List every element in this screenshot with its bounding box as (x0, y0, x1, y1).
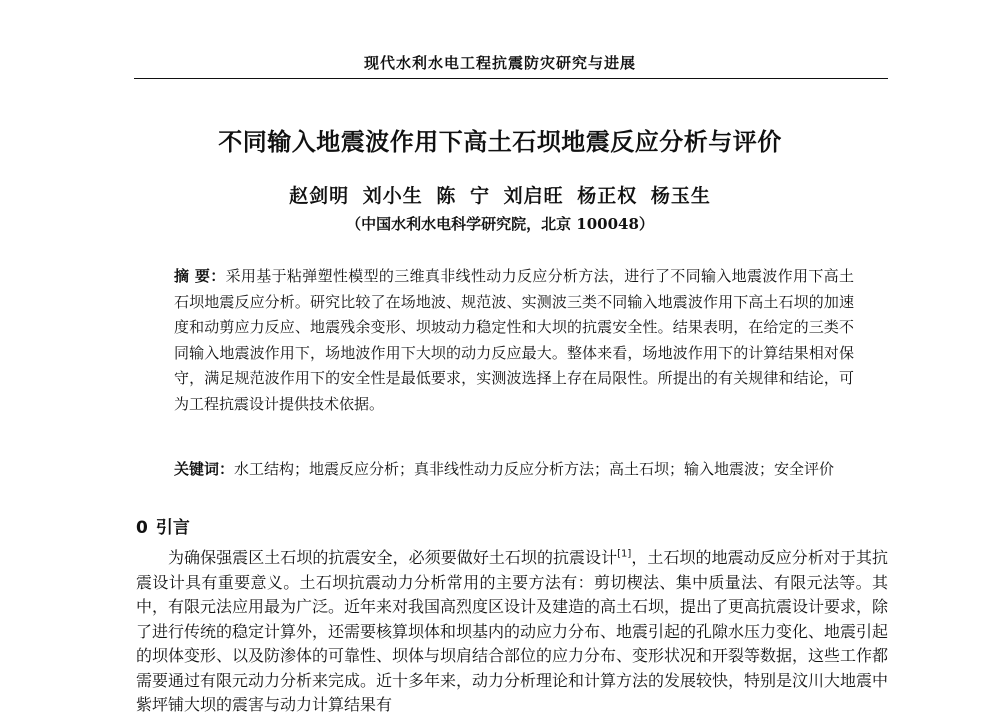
body-text-2: ，土石坝的地震动反应分析对于其抗震设计具有重要意义。土石坝抗震动力分析常用的主要方法有：剪切楔法、集中质量法、有限元法等。其中，有限元法应用最为广泛。近年来对我国高烈度区设计及建造的高土石坝，提出了更高抗震设计要求，除了进行传统的稳定计算外，还需要核算坝体和坝基内的动应力分布、地震引起的孔隙水压力变化、地震引起的坝体变形、以及防渗体的可靠性、坝体与坝肩结合部位的应力分布、变形状况和开裂等数据，这些工作都需要通过有限元动力分析来完成。近十多年来，动力分析理论和计算方法的发展较快，特别是汶川大地震中紫坪铺大坝的震害与动力计算结果有 (136, 548, 889, 714)
author-list: 赵剑明 刘小生 陈 宁 刘启旺 杨正权 杨玉生 (289, 185, 711, 207)
section-number: 0 (136, 518, 148, 538)
running-head: 现代水利水电工程抗震防灾研究与进展 (363, 54, 636, 72)
abstract (174, 264, 854, 417)
section-heading (136, 513, 198, 538)
body-text-1: 为确保强震区土石坝的抗震安全，必须要做好土石坝的抗震设计 (168, 548, 618, 567)
abstract-text: 采用基于粘弹塑性模型的三维真非线性动力反应分析方法，进行了不同输入地震波作用下高土石坝地震反应分析。研究比较了在场地波、规范波、实测波三类不同输入地震波作用下高土石坝的加速度和动剪应力反应、地震残余变形、坝坡动力稳定性和大坝的抗震安全性。结果表明，在给定的三类不同输入地震波作用下，场地波作用下大坝的动力反应最大。整体来看，场地波作用下的计算结果相对保守，满足规范波作用下的安全性是最低要求，实测波选择上存在局限性。所提出的有关规律和结论，可为工程抗震设计提供技术依据。 (174, 267, 854, 413)
abstract-label: 摘 要： (174, 267, 226, 285)
citation-ref: [1] (617, 548, 632, 560)
body-paragraph (136, 546, 888, 718)
section-title: 引言 (155, 518, 190, 538)
keywords-text: 水工结构；地震反应分析；真非线性动力反应分析方法；高土石坝；输入地震波；安全评价 (234, 460, 835, 478)
affiliation: （中国水利水电科学研究院，北京 100048） (346, 215, 654, 233)
header-rule (134, 78, 888, 79)
paper-title: 不同输入地震波作用下高土石坝地震反应分析与评价 (218, 128, 782, 156)
keywords-label: 关键词： (174, 460, 235, 478)
keywords (174, 457, 854, 483)
